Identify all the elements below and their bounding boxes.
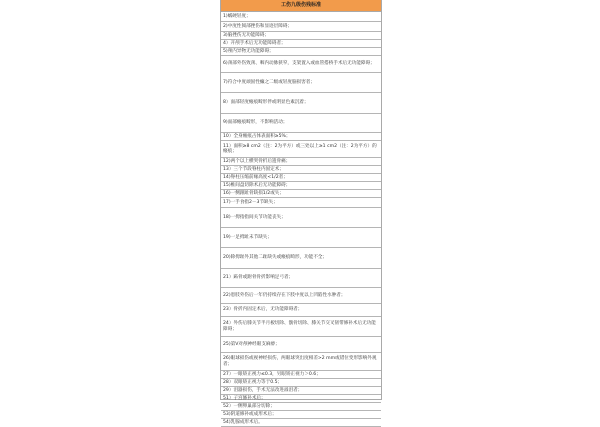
- row-text: 28）双眼矫正视力等于0.5；: [223, 379, 283, 385]
- table-row: [221, 353, 381, 371]
- table-row: [221, 317, 381, 337]
- row-text: 20)除拇趾外其他二趾缺失或瘢痕畸形，功能不全；: [223, 255, 328, 261]
- row-text: 26)眼球损伤或视神经损伤，两眼球突出度相差>2 mm或错位变形影响外观者；: [223, 356, 377, 367]
- table-row: [221, 198, 381, 208]
- table-row: [221, 133, 381, 141]
- row-text: 4）开颅手术后无功能障碍者；: [223, 40, 286, 46]
- table-row: [221, 248, 381, 269]
- row-text: 6)颈部外伤致颈、咽内动脉狭窄，支架置入或血管搭桥手术后无功能障碍；: [223, 61, 375, 67]
- row-text: 5)颅内异物无功能障碍；: [223, 48, 274, 54]
- table-row: [221, 371, 381, 379]
- table-row: [221, 114, 381, 133]
- table-row: [221, 269, 381, 288]
- table-row: [221, 73, 381, 93]
- row-text: 51）子宫修补术后；: [223, 395, 266, 401]
- row-text: 7)符合中度顽固性癫之二级或轻度脑损害者；: [223, 79, 315, 85]
- table-row: [221, 337, 381, 353]
- table-row: [221, 48, 381, 56]
- row-text: 13）三个节段脊柱内固定术；: [223, 166, 284, 172]
- row-text: 18)一拇指指间关节功能丧失；: [223, 214, 286, 220]
- row-text: 22)患肢外伤后一年仍持续存在下肢中度以上凹陷性水肿者；: [223, 292, 346, 298]
- row-text: 17)一手食指2－3节缺失；: [223, 199, 278, 205]
- row-text: 53)阴道修补或成形术后；: [223, 411, 277, 417]
- row-text: 10）全身瘢痕占体表面积≥5%；: [223, 133, 291, 139]
- table-row: [221, 288, 381, 304]
- table-row: [221, 32, 381, 40]
- row-text: 23）骨折内固定术后，无功能障碍者；: [223, 307, 303, 313]
- table-row: [221, 387, 381, 395]
- table-body: [221, 12, 381, 427]
- row-text: 3)脑挫伤无功能障碍；: [223, 32, 270, 38]
- table-row: [221, 190, 381, 198]
- row-text: 11）面积≥8 cm2（注：2为平方）或三处以上≥1 cm2（注：2为平方）的瘢痕；: [223, 143, 377, 154]
- injury-standard-table: [220, 0, 382, 425]
- table-row: [221, 304, 381, 317]
- row-text: 9)面部瘢痕畸形，不影响活动；: [223, 120, 288, 126]
- row-text: 21）跖骨或跗骨骨折影响足弓者；: [223, 275, 294, 281]
- table-row: [221, 419, 381, 427]
- row-text: 2)中度性阅部挫伤和显迹层障碍；: [223, 23, 293, 29]
- table-row: [221, 174, 381, 182]
- row-text: 29）泪器损伤，手术无法改进溢泪者；: [223, 387, 303, 393]
- table-row: [221, 166, 381, 174]
- table-row: [221, 411, 381, 419]
- row-text: 1)蠕硬轻度；: [223, 13, 251, 19]
- row-text: 25)第V对颅神经眼支麻痹；: [223, 341, 280, 347]
- row-text: 16)一侧跟趾骨缺损1/2或失；: [223, 190, 284, 196]
- table-row: [221, 12, 381, 22]
- table-row: [221, 158, 381, 166]
- table-row: [221, 141, 381, 158]
- row-text: 8）面部轻度瘢痕畸形伴或明显色素沉着；: [223, 100, 309, 106]
- row-text: 52）一侧卵巢部分切除；: [223, 403, 275, 409]
- row-text: 24）外伤后膝关节半月板切除、髌骨切除、膝关节交叉韧带修补术后无功能障碍；: [223, 321, 376, 332]
- table-row: [221, 22, 381, 32]
- row-text: 54)乳腺成形术后。: [223, 419, 263, 425]
- row-text: 15)椎间盘切除术后无功能障碍；: [223, 182, 291, 188]
- table-row: [221, 93, 381, 114]
- row-text: 19)一足拇趾末节缺失；: [223, 234, 272, 240]
- table-row: [221, 228, 381, 248]
- table-row: [221, 208, 381, 228]
- table-row: [221, 403, 381, 411]
- table-row: [221, 395, 381, 403]
- table-title: 工伤九级伤残标准: [221, 0, 381, 12]
- table-row: [221, 56, 381, 73]
- table-row: [221, 182, 381, 190]
- table-row: [221, 379, 381, 387]
- table-row: [221, 40, 381, 48]
- row-text: 14)脊柱压缩前缘高度<1/2者；: [223, 174, 288, 180]
- row-text: 27）一眼矫正视力≤0.3，另眼矫正视力＞0.6；: [223, 371, 321, 377]
- row-text: 12)两个以上横突骨折后遗骨痛；: [223, 158, 291, 164]
